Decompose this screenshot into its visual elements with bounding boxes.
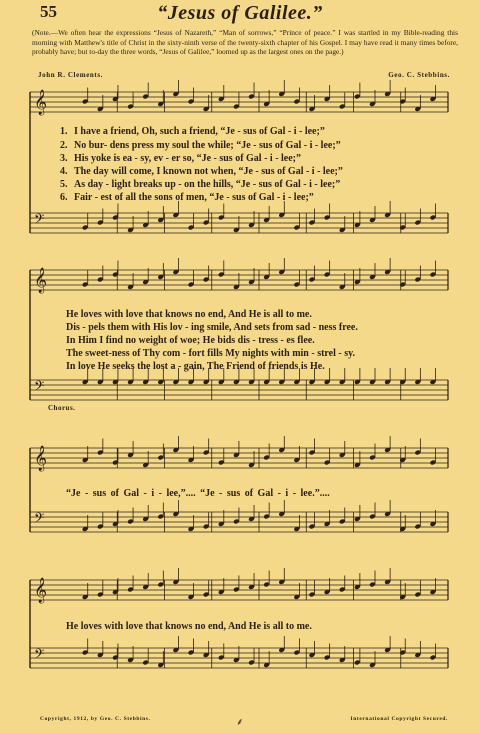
bass-clef-icon: 𝄢: [34, 378, 45, 397]
verse-text: I have a friend, Oh, such a friend, “Je - sus of Gal - i - lee;”: [74, 126, 325, 137]
composer-credit: Geo. C. Stebbins.: [388, 71, 450, 79]
chorus-line-2: He loves with love that knows no end, And He is all to me.: [66, 621, 312, 632]
treble-clef-icon: 𝄞: [34, 578, 48, 603]
verse-b-line-5: In love He seeks the lost a - gain, The Friend of friends is He.: [66, 361, 325, 372]
verse-line-1: 1. I have a friend, Oh, such a friend, “Je - sus of Gal - i - lee;”: [60, 126, 325, 137]
verse-line-2: 2. No bur- dens press my soul the while; “Je - sus of Gal - i - lee;”: [60, 140, 341, 151]
copyright-notice: Copyright, 1912, by Geo. C. Stebbins.: [40, 716, 151, 722]
verse-line-3: 3. His yoke is ea - sy, ev - er so, “Je - sus of Gal - i - lee;”: [60, 153, 302, 164]
verse-line-6: 6. Fair - est of all the sons of men, “Je - sus of Gal - i - lee;”: [60, 192, 314, 203]
chorus-label: Chorus.: [48, 404, 76, 412]
hymn-title: “Jesus of Galilee.”: [157, 2, 323, 24]
ornament-mark: ⸙: [236, 717, 244, 728]
verse-b-line-3: In Him I find no weight of woe; He bids dis - tress - es flee.: [66, 335, 315, 346]
treble-clef-icon: 𝄞: [34, 268, 48, 293]
hymn-number: 55: [40, 2, 57, 21]
treble-clef-icon: 𝄞: [34, 90, 48, 115]
bass-clef-icon: 𝄢: [34, 646, 45, 665]
treble-clef-icon: 𝄞: [34, 446, 48, 471]
verse-b-line-2: Dis - pels them with His lov - ing smile, And sets from sad - ness free.: [66, 322, 358, 333]
hymn-note: (Note.—We often hear the expressions “Jesus of Nazareth,” “Man of sorrows,” “Prince of peace.” I was startled in my Bible-reading this morning with Matthew's title of Christ in the sixty-ninth verse of the twenty-sixth chapter of his Gospel. I may have read it many times before, probably have; but to-day the three words, “Jesus of Galilee,” loomed up as the largest ones on the page.): [32, 28, 458, 57]
verse-line-4: 4. The day will come, I known not when, “Je - sus of Gal - i - lee;”: [60, 166, 343, 177]
lyricist-credit: John R. Clements.: [38, 71, 104, 79]
international-copyright: International Copyright Secured.: [350, 716, 448, 722]
verse-line-5: 5. As day - light breaks up - on the hills, “Je - sus of Gal - i - lee;”: [60, 179, 341, 190]
bass-clef-icon: 𝄢: [34, 211, 45, 230]
bass-clef-icon: 𝄢: [34, 510, 45, 529]
chorus-line-1: “Je - sus of Gal - i - lee,”.... “Je - sus of Gal - i - lee.”....: [66, 488, 330, 499]
verse-b-line-1: He loves with love that knows no end, And He is all to me.: [66, 309, 312, 320]
verse-b-line-4: The sweet-ness of Thy com - fort fills My nights with min - strel - sy.: [66, 348, 356, 359]
